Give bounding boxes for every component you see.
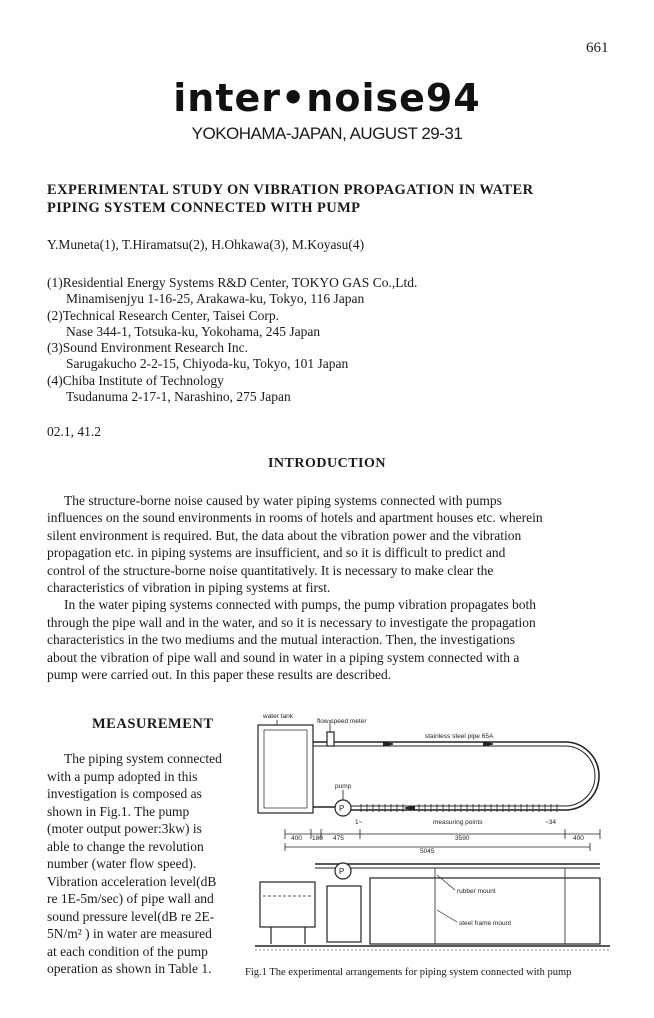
text-line: re 1E-5m/sec) of pipe wall and: [47, 891, 214, 906]
affiliation-address: Tsudanuma 2-17-1, Narashino, 275 Japan: [66, 389, 291, 405]
measurement-body: [47, 750, 247, 978]
affiliation-address: Nase 344-1, Totsuka-ku, Yokohama, 245 Japan: [66, 323, 321, 339]
text-line: at each condition of the pump: [47, 943, 208, 959]
label-point-last: ~34: [545, 819, 557, 826]
figure-caption: Fig.1 The experimental arrangements for piping system connected with pump: [245, 967, 572, 978]
water-tank-inner: [264, 730, 307, 808]
text-line: 5N/m² ) in water are measured: [47, 926, 212, 941]
text-line: number (water flow speed).: [47, 856, 197, 871]
title-line: PIPING SYSTEM CONNECTED WITH PUMP: [47, 200, 361, 216]
text-line: silent environment is required. But, the data about the vibration power and the vibration: [47, 527, 522, 543]
affiliation-address: Minamisenjyu 1-16-25, Arakawa-ku, Tokyo, 116 Japan: [66, 291, 365, 307]
text-line: Vibration acceleration level(dB: [47, 873, 217, 889]
dimension-label: 400: [291, 835, 302, 842]
pump-letter: P: [339, 867, 345, 876]
text-line: sound pressure level(dB re 2E-: [47, 908, 215, 924]
label-pipe: stainless steel pipe 65A: [425, 733, 494, 740]
text-line: pump were carried out. In this paper these results are described.: [47, 667, 392, 683]
affiliation-name: (1)Residential Energy Systems R&D Center, TOKYO GAS Co.,Ltd.: [47, 275, 418, 290]
paper-title: [47, 181, 607, 217]
dimension-label: 3590: [455, 835, 470, 842]
label-flow-meter: flow speed meter: [317, 718, 367, 725]
rubber-mount-leader: [437, 875, 455, 890]
label-pump: pump: [335, 783, 352, 790]
text-line: propagation etc. in piping systems are insufficient, and so it is difficult to predict and: [47, 545, 506, 561]
affiliation-name: (4)Chiba Institute of Technology: [47, 372, 224, 388]
label-water-tank: water tank: [263, 713, 293, 720]
water-tank-plan: [258, 725, 313, 813]
label-rubber-mount: rubber mount: [457, 888, 496, 895]
affiliation-name: (2)Technical Research Center, Taisei Corp.: [47, 307, 279, 323]
conference-location-date: YOKOHAMA-JAPAN, AUGUST 29-31: [191, 124, 463, 143]
text-line: able to change the revolution: [47, 838, 204, 854]
dimension-label: 180: [312, 835, 323, 842]
introduction-body: [47, 492, 609, 683]
text-line: operation as shown in Table 1.: [47, 961, 212, 976]
flow-speed-meter: [327, 732, 334, 746]
text-line: characteristics of vibration in piping systems at first.: [47, 580, 331, 596]
u-bend-inner: [565, 746, 595, 806]
text-line: through the pipe wall and in the water, and so it is necessary to investigate the propagation: [47, 614, 536, 630]
measurement-heading: MEASUREMENT: [92, 716, 214, 732]
dimension-label: 475: [333, 835, 344, 842]
label-point-first: 1~: [355, 819, 363, 826]
title-line: EXPERIMENTAL STUDY ON VIBRATION PROPAGATION IN WATER: [47, 182, 534, 198]
text-line: influences on the sound environments in rooms of hotels and apartment houses etc. wherein: [47, 510, 543, 526]
text-line: shown in Fig.1. The pump: [47, 803, 190, 819]
label-frame-mount: steel frame mount: [459, 920, 512, 927]
piping-system-figure: [255, 710, 615, 960]
text-line: (moter output power:3kw) is: [47, 821, 202, 836]
text-line: about the vibration of pipe wall and sound in water in a piping system connected with a: [47, 649, 520, 665]
affiliation-address: Sarugakucho 2-2-15, Chiyoda-ku, Tokyo, 101 Japan: [66, 356, 349, 372]
pump-letter: P: [339, 804, 345, 813]
introduction-heading: INTRODUCTION: [267, 456, 386, 471]
classification-codes: 02.1, 41.2: [47, 424, 101, 439]
pump-stand: [327, 886, 361, 942]
text-line: investigation is composed as: [47, 786, 202, 801]
u-bend: [565, 742, 599, 810]
text-line: with a pump adopted in this: [47, 768, 198, 784]
text-line: In the water piping systems connected with pumps, the pump vibration propagates both: [64, 597, 537, 613]
dimension-total-label: 5045: [420, 848, 435, 855]
conference-logo: inter•noise94: [173, 76, 481, 120]
water-tank-elevation: [260, 882, 315, 927]
text-line: The structure-borne noise caused by water piping systems connected with pumps: [64, 493, 502, 508]
page-number: 661: [586, 40, 609, 56]
frame-mount-leader: [437, 910, 457, 922]
text-line: control of the structure-borne noise quantitatively. It is necessary to make clear the: [47, 562, 494, 578]
text-line: The piping system connected: [64, 751, 222, 766]
dimension-label: 400: [573, 835, 584, 842]
label-measuring-points: measuring points: [433, 819, 483, 826]
author-list: Y.Muneta(1), T.Hiramatsu(2), H.Ohkawa(3), M.Koyasu(4): [47, 237, 365, 252]
text-line: characteristics in the two mediums and the mutual interaction. Then, the investigations: [47, 632, 516, 648]
affiliation-name: (3)Sound Environment Research Inc.: [47, 340, 248, 356]
affiliations: [47, 275, 417, 405]
